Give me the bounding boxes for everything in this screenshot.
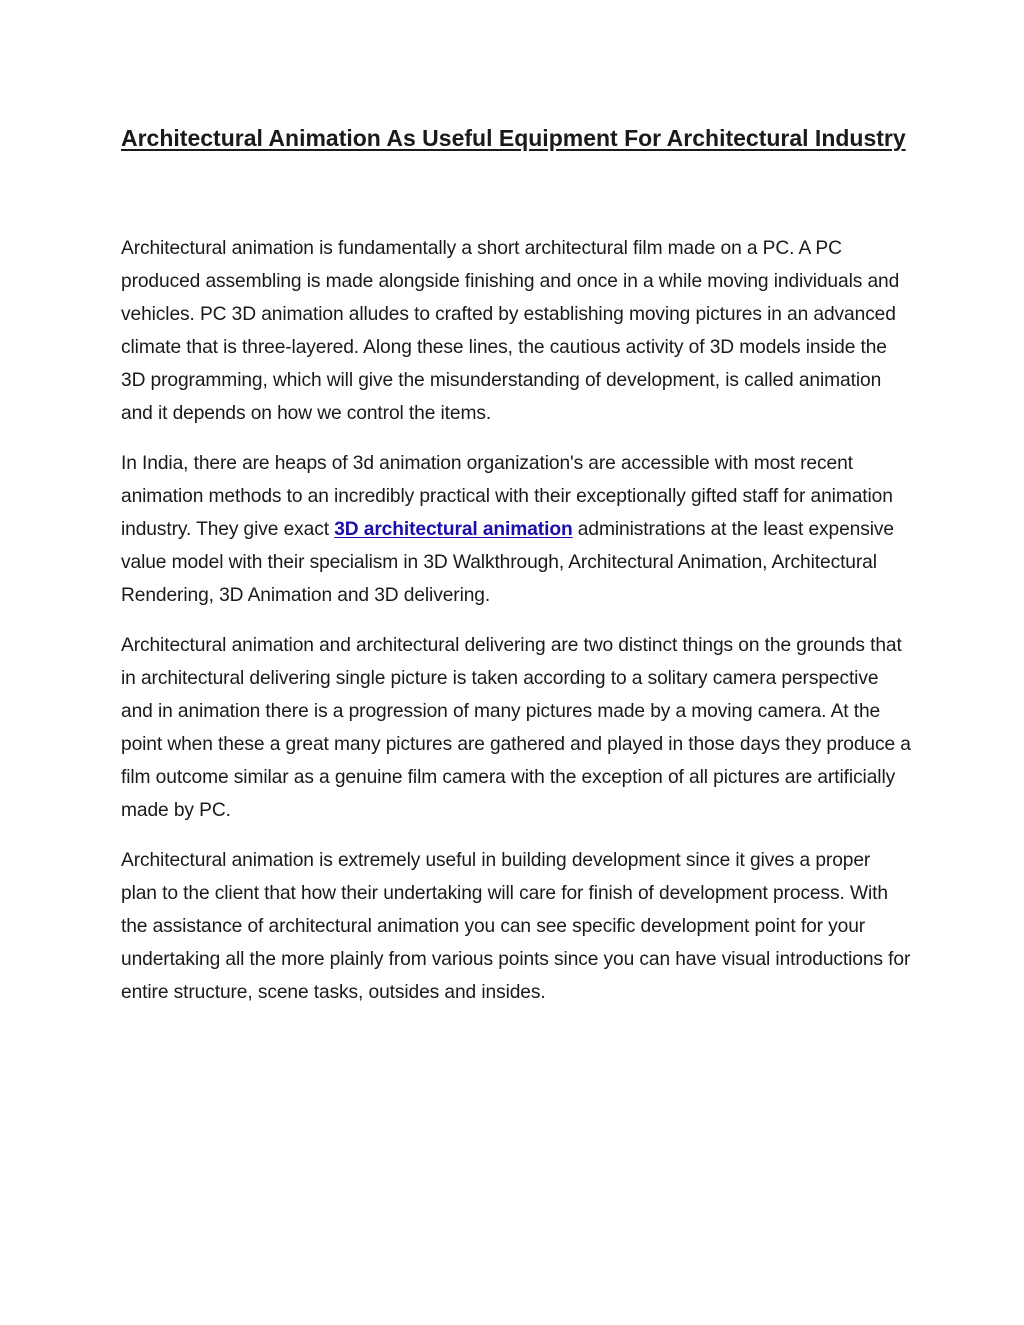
architectural-animation-link[interactable]: 3D architectural animation (334, 519, 573, 540)
document-page (121, 120, 911, 1026)
paragraph-3: Architectural animation and architectural delivering are two distinct things on the grounds that in architectural delivering single picture is taken according to a solitary camera perspective and in animation there is a progression of many pictures made by a moving camera. At the point when these a great many pictures are gathered and played in those days they produce a film outcome similar as a genuine film camera with the exception of all pictures are artificially made by PC. (121, 635, 911, 821)
paragraph-1: Architectural animation is fundamentally a short architectural film made on a PC. A PC produced assembling is made alongside finishing and once in a while moving individuals and vehicles. PC 3D animation alludes to crafted by establishing moving pictures in an advanced climate that is three-layered. Along these lines, the cautious activity of 3D models inside the 3D programming, which will give the misunderstanding of development, is called animation and it depends on how we control the items. (121, 238, 900, 424)
document-title: Architectural Animation As Useful Equipment For Architectural Industry (121, 125, 906, 151)
paragraph-2-text-after-link: administrations at the least expensive value model with their specialism in 3D Walkthrough, Architectural Animation, Architectural Rendering, 3D Animation and 3D delivering. (121, 519, 894, 606)
paragraph-4: Architectural animation is extremely useful in building development since it gives a proper plan to the client that how their undertaking will care for finish of development process. With the assistance of architectural animation you can see specific development point for your undertaking all the more plainly from various points since you can have visual introductions for entire structure, scene tasks, outsides and insides. (121, 850, 911, 1003)
paragraph-2-text-before-link: In India, there are heaps of 3d animation organization's are accessible with most recent animation methods to an incredibly practical with their exceptionally gifted staff for animation industry. They give exact (121, 453, 893, 540)
paragraph-2 (121, 447, 911, 612)
document-body (121, 232, 911, 1009)
